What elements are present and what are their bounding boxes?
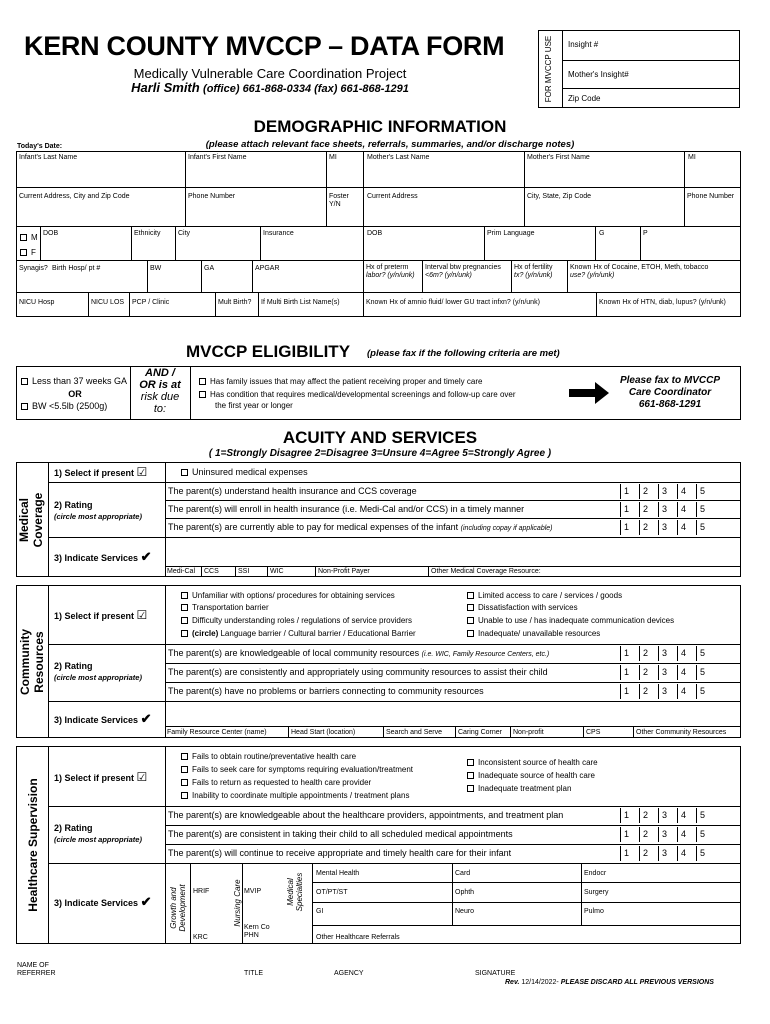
svc-ccs[interactable]: CCS <box>204 568 219 575</box>
pcp-clinic-field[interactable]: PCP / Clinic <box>132 299 170 306</box>
rating-option-5[interactable]: 5 <box>699 486 705 496</box>
com-select-label: 1) Select if present ☑ <box>54 608 148 622</box>
rating-option-2[interactable]: 2 <box>642 522 648 532</box>
svc-surgery[interactable]: Surgery <box>584 889 609 896</box>
family-issues-checkbox[interactable]: Has family issues that may affect the patient receiving proper and timely care <box>199 377 482 386</box>
mother-dob-field[interactable]: DOB <box>367 230 383 237</box>
med-rating-3[interactable] <box>622 520 718 535</box>
rating-option-4[interactable]: 4 <box>680 522 686 532</box>
rating-option-4[interactable]: 4 <box>680 829 686 839</box>
rating-option-4[interactable]: 4 <box>680 810 686 820</box>
infant-mi-field[interactable]: MI <box>329 154 337 161</box>
rating-option-4[interactable]: 4 <box>680 648 686 658</box>
ethnicity-field[interactable]: Ethnicity <box>134 230 161 237</box>
attach-note: (please attach relevant face sheets, referrals, summaries, and/or discharge notes) <box>205 139 575 150</box>
checked-box-icon: ☑ <box>136 608 148 622</box>
rating-option-3[interactable]: 3 <box>661 504 667 514</box>
mother-city-state-zip-field[interactable]: City, State, Zip Code <box>527 193 592 200</box>
contact-info: (office) 661-868-0334 (fax) 661-868-1291 <box>203 83 409 95</box>
svc-krc[interactable]: KRC <box>193 934 208 941</box>
contact-line <box>100 81 440 96</box>
checkmark-icon: ✔ <box>140 894 152 909</box>
med-statement-2: The parent(s) will enroll in health insurance (i.e. Medi-Cal and/or CCS) in a timely manner <box>168 504 525 514</box>
rating-option-4[interactable]: 4 <box>680 486 686 496</box>
hc-right-checkbox-2[interactable]: Inadequate source of health care <box>467 771 595 780</box>
svc-ophth[interactable]: Ophth <box>455 889 475 896</box>
rating-option-4[interactable]: 4 <box>680 686 686 696</box>
condition-checkbox[interactable]: Has condition that requires medical/developmental screenings and follow-up care over <box>199 390 516 399</box>
hc-statement-2: The parent(s) are consistent in taking their child to all scheduled medical appointments <box>168 829 513 839</box>
community-resources-label: Community Resources <box>18 629 46 695</box>
hc-services-label: 3) Indicate Services ✔ <box>54 894 152 909</box>
rating-option-1[interactable]: 1 <box>623 829 629 839</box>
checkmark-icon: ✔ <box>140 711 152 726</box>
rating-option-3[interactable]: 3 <box>661 486 667 496</box>
rating-option-2[interactable]: 2 <box>642 667 648 677</box>
svc-hrif[interactable]: HRIF <box>193 888 210 895</box>
com-statement-3: The parent(s) have no problems or barriers connecting to community resources <box>168 686 484 696</box>
nicu-hosp-field[interactable]: NICU Hosp <box>19 299 55 306</box>
rating-option-2[interactable]: 2 <box>642 504 648 514</box>
rating-option-5[interactable]: 5 <box>699 648 705 658</box>
svc-head-start[interactable]: Head Start (location) <box>291 729 356 736</box>
svc-caring-corner[interactable]: Caring Corner <box>458 729 502 736</box>
checkmark-icon: ✔ <box>140 549 152 564</box>
eligibility-heading: MVCCP ELIGIBILITY <box>186 342 351 361</box>
hc-statement-3: The parent(s) will continue to receive appropriate and timely health care for their infant <box>168 848 512 858</box>
nicu-los-field[interactable]: NICU LOS <box>91 299 125 306</box>
svc-mental-health[interactable]: Mental Health <box>316 870 360 877</box>
med-select-label: 1) Select if present ☑ <box>54 465 148 479</box>
foster-field[interactable]: Foster Y/N <box>329 193 349 208</box>
rating-option-3[interactable]: 3 <box>661 829 667 839</box>
rating-option-2[interactable]: 2 <box>642 848 648 858</box>
svc-other-medical[interactable]: Other Medical Coverage Resource: <box>431 568 541 575</box>
substance-field[interactable]: Known Hx of Cocaine, ETOH, Meth, tobacco use? (y/n/unk) <box>570 264 709 279</box>
rating-option-3[interactable]: 3 <box>661 848 667 858</box>
checked-box-icon: ☑ <box>136 770 148 784</box>
com-left-checkbox-2[interactable]: Transportation barrier <box>181 603 269 612</box>
birth-hosp-field[interactable]: Birth Hosp/ pt # <box>52 265 101 272</box>
svc-medi-cal[interactable]: Medi-Cal <box>167 568 196 575</box>
infant-dob-field[interactable]: DOB <box>43 230 59 237</box>
rating-option-5[interactable]: 5 <box>699 504 705 514</box>
bw-checkbox[interactable]: BW <5.5lb (2500g) <box>21 401 107 412</box>
com-rating-2[interactable] <box>622 665 718 680</box>
infant-city-field[interactable]: City <box>178 230 191 237</box>
hc-rating-label: 2) Rating (circle most appropriate) <box>54 823 142 844</box>
contact-name: Harli Smith <box>131 80 200 95</box>
para-field[interactable]: P <box>643 230 648 237</box>
rating-option-2[interactable]: 2 <box>642 810 648 820</box>
sex-male-checkbox[interactable]: M <box>20 233 38 242</box>
rating-option-4[interactable]: 4 <box>680 667 686 677</box>
apgar-field[interactable]: APGAR <box>255 265 280 272</box>
svc-card[interactable]: Card <box>455 870 471 877</box>
hc-rating-2[interactable] <box>622 827 718 842</box>
com-statement-2: The parent(s) are consistently and appropriately using community resources to assist their child <box>168 667 548 677</box>
infant-phone-field[interactable]: Phone Number <box>188 193 236 200</box>
title-field[interactable]: TITLE <box>244 970 264 977</box>
rating-option-4[interactable]: 4 <box>680 504 686 514</box>
com-statement-1: The parent(s) are knowledgeable of local community resources (i.e. WIC, Family Resource Centers, etc.) <box>168 648 550 658</box>
rating-option-5[interactable]: 5 <box>699 829 705 839</box>
hc-left-checkbox-2[interactable]: Fails to seek care for symptoms requiring evaluation/treatment <box>181 765 413 774</box>
hc-right-checkbox-3[interactable]: Inadequate treatment plan <box>467 784 571 793</box>
rating-option-2[interactable]: 2 <box>642 829 648 839</box>
insurance-field[interactable]: Insurance <box>263 230 294 237</box>
svc-ot-pt-st[interactable]: OT/PT/ST <box>316 889 348 896</box>
mult-birth-names-field[interactable]: If Multi Birth List Name(s) <box>261 299 340 306</box>
bw-field[interactable]: BW <box>150 265 162 272</box>
arrow-right-icon <box>569 380 609 406</box>
svc-non-profit[interactable]: Non-profit <box>513 729 544 736</box>
svc-neuro[interactable]: Neuro <box>455 908 475 915</box>
mult-birth-field[interactable]: Mult Birth? <box>218 299 252 306</box>
svc-mvip[interactable]: MVIP <box>244 888 262 895</box>
name-of-referrer-field[interactable]: NAME OF REFERRER <box>17 962 56 977</box>
com-right-checkbox-3[interactable]: Unable to use / has inadequate communication devices <box>467 616 674 625</box>
com-services-label: 3) Indicate Services ✔ <box>54 711 152 726</box>
rating-option-3[interactable]: 3 <box>661 686 667 696</box>
rating-option-2[interactable]: 2 <box>642 486 648 496</box>
demographic-heading: DEMOGRAPHIC INFORMATION <box>253 117 507 136</box>
svc-kern-co-phn[interactable]: Kern Co PHN <box>244 924 270 939</box>
med-rating-label: 2) Rating (circle most appropriate) <box>54 500 142 521</box>
agency-field[interactable]: AGENCY <box>334 970 364 977</box>
mother-mi-field[interactable]: MI <box>688 154 696 161</box>
acuity-heading: ACUITY AND SERVICES <box>282 428 478 447</box>
rating-option-5[interactable]: 5 <box>699 848 705 858</box>
rating-option-5[interactable]: 5 <box>699 810 705 820</box>
svc-pulmo[interactable]: Pulmo <box>584 908 604 915</box>
ga-field[interactable]: GA <box>204 265 215 272</box>
com-right-checkbox-2[interactable]: Dissatisfaction with services <box>467 603 578 612</box>
revision-note: Rev. 12/14/2022- PLEASE DISCARD ALL PREVIOUS VERSIONS <box>505 979 714 986</box>
htn-field[interactable]: Known Hx of HTN, diab, lupus? (y/n/unk) <box>599 299 726 306</box>
signature-field[interactable]: SIGNATURE <box>475 970 516 977</box>
svc-cps[interactable]: CPS <box>586 729 601 736</box>
med-statement-1: The parent(s) understand health insurance and CCS coverage <box>168 486 417 496</box>
amnio-field[interactable]: Known Hx of amnio fluid/ lower GU tract infxn? (y/n/unk) <box>366 299 540 306</box>
hx-preterm-field[interactable]: Hx of preterm labor? (y/n/unk) <box>366 264 415 279</box>
svc-gi[interactable]: GI <box>316 908 324 915</box>
infant-first-name-field[interactable]: Infant's First Name <box>188 154 247 161</box>
com-rating-3[interactable] <box>622 684 718 699</box>
rating-option-1[interactable]: 1 <box>623 486 629 496</box>
condition-line-2: the first year or longer <box>215 401 293 410</box>
med-rating-2[interactable] <box>622 502 718 517</box>
com-right-checkbox-1[interactable]: Limited access to care / services / goods <box>467 591 622 600</box>
rating-option-3[interactable]: 3 <box>661 810 667 820</box>
rating-scale: ( 1=Strongly Disagree 2=Disagree 3=Unsure 4=Agree 5=Strongly Agree ) <box>208 448 552 459</box>
svc-search-and-serve[interactable]: Search and Serve <box>386 729 443 736</box>
rating-option-2[interactable]: 2 <box>642 686 648 696</box>
interval-field[interactable]: Interval btw pregnancies <6m? (y/n/unk) <box>425 264 501 279</box>
rating-option-5[interactable]: 5 <box>699 686 705 696</box>
rating-option-1[interactable]: 1 <box>623 848 629 858</box>
synagis-field[interactable]: Synagis? <box>19 265 48 272</box>
hc-statement-1: The parent(s) are knowledgeable about the healthcare providers, appointments, and treatment plan <box>168 810 564 820</box>
mvccp-use-label: FOR MVCCP USE <box>544 35 553 103</box>
hc-left-checkbox-4[interactable]: Inability to coordinate multiple appointments / treatment plans <box>181 791 409 800</box>
healthcare-supervision-label: Healthcare Supervision <box>26 778 40 912</box>
fertility-field[interactable]: Hx of fertility tx? (y/n/unk) <box>514 264 553 279</box>
insight-field[interactable]: Insight # <box>568 40 599 49</box>
com-right-checkbox-4[interactable]: Inadequate/ unavailable resources <box>467 629 600 638</box>
rating-option-1[interactable]: 1 <box>623 648 629 658</box>
growth-development-label: Growth and Development <box>169 884 187 932</box>
med-rating-1[interactable] <box>622 484 718 499</box>
nursing-care-label: Nursing Care <box>233 879 242 927</box>
or-label: OR <box>68 389 82 399</box>
svc-family-resource-center[interactable]: Family Resource Center (name) <box>167 729 267 736</box>
todays-date-label[interactable]: Today's Date: <box>17 143 63 150</box>
com-left-checkbox-1[interactable]: Unfamiliar with options/ procedures for obtaining services <box>181 591 395 600</box>
medical-specialties-label: Medical Specialties <box>286 872 304 912</box>
svc-endocr[interactable]: Endocr <box>584 870 607 877</box>
hc-left-checkbox-1[interactable]: Fails to obtain routine/preventative health care <box>181 752 356 761</box>
rating-option-3[interactable]: 3 <box>661 522 667 532</box>
rating-option-5[interactable]: 5 <box>699 667 705 677</box>
hc-select-label: 1) Select if present ☑ <box>54 770 148 784</box>
form-title: KERN COUNTY MVCCP – DATA FORM <box>24 31 505 61</box>
rating-option-1[interactable]: 1 <box>623 504 629 514</box>
mother-phone-field[interactable]: Phone Number <box>687 193 735 200</box>
svc-wic[interactable]: WIC <box>270 568 284 575</box>
gravida-field[interactable]: G <box>599 230 605 237</box>
rating-option-1[interactable]: 1 <box>623 686 629 696</box>
infant-last-name-field[interactable]: Infant's Last Name <box>19 154 78 161</box>
zip-code-field[interactable]: Zip Code <box>568 94 601 103</box>
hc-rating-1[interactable] <box>622 808 718 823</box>
rating-option-1[interactable]: 1 <box>623 522 629 532</box>
infant-address-field[interactable]: Current Address, City and Zip Code <box>19 193 130 200</box>
svc-other-community[interactable]: Other Community Resources <box>636 729 727 736</box>
primary-language-field[interactable]: Prim Language <box>487 230 535 237</box>
rating-option-4[interactable]: 4 <box>680 848 686 858</box>
svc-ssi[interactable]: SSI <box>238 568 250 575</box>
rating-option-5[interactable]: 5 <box>699 522 705 532</box>
com-left-checkbox-4[interactable]: (circle) Language barrier / Cultural barrier / Educational Barrier <box>181 629 416 638</box>
med-services-label: 3) Indicate Services ✔ <box>54 549 152 564</box>
lt-37-weeks-checkbox[interactable]: Less than 37 weeks GA <box>21 376 127 387</box>
hc-left-checkbox-3[interactable]: Fails to return as requested to health care provider <box>181 778 371 787</box>
hc-rating-3[interactable] <box>622 846 718 861</box>
mother-last-name-field[interactable]: Mother's Last Name <box>367 154 430 161</box>
mothers-insight-field[interactable]: Mother's Insight# <box>568 70 629 79</box>
rating-option-2[interactable]: 2 <box>642 648 648 658</box>
com-rating-1[interactable] <box>622 646 718 661</box>
uninsured-checkbox[interactable]: Uninsured medical expenses <box>181 467 308 478</box>
fax-instructions: Please fax to MVCCP Care Coordinator 661-868-1291 <box>619 375 721 410</box>
sex-female-checkbox[interactable]: F <box>20 248 36 257</box>
mother-first-name-field[interactable]: Mother's First Name <box>527 154 590 161</box>
mother-address-field[interactable]: Current Address <box>367 193 418 200</box>
svc-non-profit-payer[interactable]: Non-Profit Payer <box>318 568 370 575</box>
svc-other-healthcare[interactable]: Other Healthcare Referrals <box>316 934 400 941</box>
rating-option-1[interactable]: 1 <box>623 810 629 820</box>
checked-box-icon: ☑ <box>136 465 148 479</box>
rating-option-1[interactable]: 1 <box>623 667 629 677</box>
hc-right-checkbox-1[interactable]: Inconsistent source of health care <box>467 758 598 767</box>
com-left-checkbox-3[interactable]: Difficulty understanding roles / regulations of service providers <box>181 616 412 625</box>
rating-option-3[interactable]: 3 <box>661 648 667 658</box>
eligibility-note: (please fax if the following criteria are met) <box>367 348 560 359</box>
medical-coverage-label: Medical Coverage <box>17 492 45 548</box>
subtitle: Medically Vulnerable Care Coordination Project <box>133 66 407 81</box>
med-statement-3: The parent(s) are currently able to pay for medical expenses of the infant (including copay if applicable) <box>168 522 553 532</box>
and-or-label: AND / OR is at risk due to: <box>139 367 181 415</box>
com-rating-label: 2) Rating (circle most appropriate) <box>54 661 142 682</box>
rating-option-3[interactable]: 3 <box>661 667 667 677</box>
